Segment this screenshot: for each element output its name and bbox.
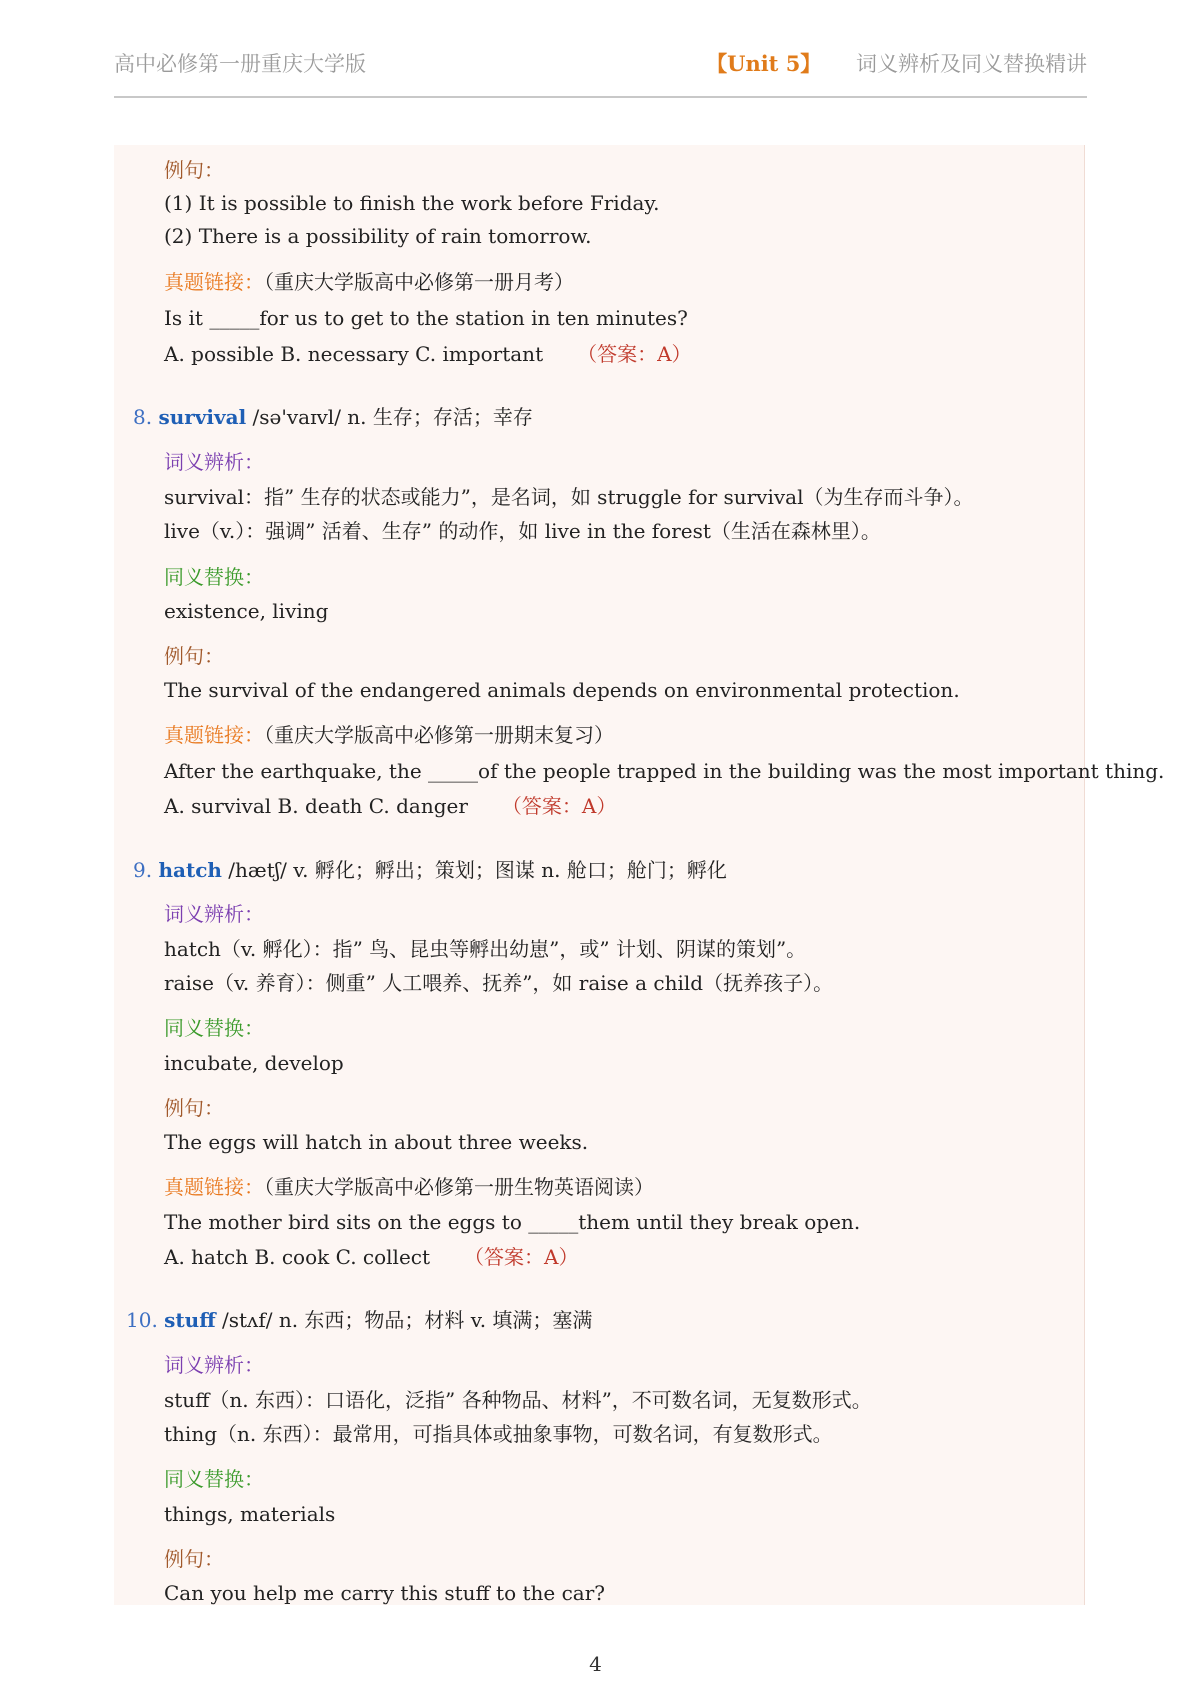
word-entry-10 xyxy=(126,1307,592,1333)
distinction-text: raise（v. 养育）：侧重” 人工喂养、抚养”，如 raise a child（抚养孩子）。 xyxy=(164,971,834,995)
example-sentence: Can you help me carry this stuff to the car? xyxy=(164,1581,606,1605)
header-unit: 【Unit 5】 xyxy=(706,51,822,76)
synonym-text: existence, living xyxy=(164,599,329,623)
question-options xyxy=(164,1244,578,1270)
definition: /stʌf/ n. 东西；物品；材料 v. 填满；塞满 xyxy=(215,1308,593,1332)
synonym-label: 同义替换： xyxy=(164,565,264,589)
options-text: A. survival B. death C. danger xyxy=(164,794,468,818)
synonym-text: things, materials xyxy=(164,1502,336,1526)
synonym-text: incubate, develop xyxy=(164,1051,344,1075)
example-sentence: (2) There is a possibility of rain tomorrow. xyxy=(164,224,592,248)
page-number: 4 xyxy=(589,1652,602,1676)
distinction-label: 词义辨析： xyxy=(164,902,264,926)
question-text: Is it _____for us to get to the station in ten minutes? xyxy=(164,306,688,330)
definition: /hætʃ/ v. 孵化；孵出；策划；图谋 n. 舱口；舱门；孵化 xyxy=(221,858,727,882)
header-unit-title xyxy=(706,48,1087,78)
distinction-label: 词义辨析： xyxy=(164,450,264,474)
real-label: 真题链接： xyxy=(164,270,264,294)
real-label: 真题链接： xyxy=(164,1175,264,1199)
real-label: 真题链接： xyxy=(164,723,264,747)
question-options xyxy=(164,341,692,367)
definition: /sə'vaɪvl/ n. 生存；存活；幸存 xyxy=(246,405,533,429)
entry-number: 8. xyxy=(133,405,153,429)
example-sentence: (1) It is possible to finish the work before Friday. xyxy=(164,191,660,215)
question-text: After the earthquake, the _____of the people trapped in the building was the most important thing. xyxy=(164,759,1165,783)
options-text: A. possible B. necessary C. important xyxy=(164,342,544,366)
page-header xyxy=(114,44,1087,98)
header-book-title: 高中必修第一册重庆大学版 xyxy=(114,52,366,76)
distinction-text: thing（n. 东西）：最常用，可指具体或抽象事物，可数名词，有复数形式。 xyxy=(164,1422,833,1446)
example-label: 例句： xyxy=(164,1096,224,1120)
distinction-text: live（v.）：强调” 活着、生存” 的动作，如 live in the forest（生活在森林里）。 xyxy=(164,519,881,543)
word-entry-8 xyxy=(133,404,533,430)
entry-number: 9. xyxy=(133,858,153,882)
distinction-text: stuff（n. 东西）：口语化，泛指” 各种物品、材料”，不可数名词，无复数形式。 xyxy=(164,1388,872,1412)
example-label: 例句： xyxy=(164,1547,224,1571)
answer: （答案：A） xyxy=(577,342,692,366)
headword: survival xyxy=(158,405,247,429)
example-label: 例句： xyxy=(164,644,224,668)
headword: stuff xyxy=(164,1308,216,1332)
options-text: A. hatch B. cook C. collect xyxy=(164,1245,431,1269)
word-entry-9 xyxy=(133,857,727,883)
real-question-header xyxy=(164,269,574,295)
distinction-label: 词义辨析： xyxy=(164,1353,264,1377)
real-question-header xyxy=(164,722,614,748)
answer: （答案：A） xyxy=(464,1245,579,1269)
entry-number: 10. xyxy=(126,1308,158,1332)
example-label: 例句： xyxy=(164,158,224,182)
distinction-text: survival：指” 生存的状态或能力”，是名词，如 struggle for survival（为生存而斗争）。 xyxy=(164,485,974,509)
distinction-text: hatch（v. 孵化）：指” 鸟、昆虫等孵出幼崽”，或” 计划、阴谋的策划”。 xyxy=(164,937,807,961)
header-topic: 词义辨析及同义替换精讲 xyxy=(856,52,1087,76)
answer: （答案：A） xyxy=(501,794,617,818)
question-options xyxy=(164,793,616,819)
headword: hatch xyxy=(158,858,222,882)
real-source: （重庆大学版高中必修第一册月考） xyxy=(264,270,574,294)
example-sentence: The eggs will hatch in about three weeks. xyxy=(164,1130,589,1154)
example-sentence: The survival of the endangered animals depends on environmental protection. xyxy=(164,678,960,702)
real-source: （重庆大学版高中必修第一册生物英语阅读） xyxy=(264,1175,654,1199)
real-source: （重庆大学版高中必修第一册期末复习） xyxy=(264,723,614,747)
real-question-header xyxy=(164,1174,654,1200)
question-text: The mother bird sits on the eggs to _____them until they break open. xyxy=(164,1210,861,1234)
synonym-label: 同义替换： xyxy=(164,1467,264,1491)
synonym-label: 同义替换： xyxy=(164,1016,264,1040)
